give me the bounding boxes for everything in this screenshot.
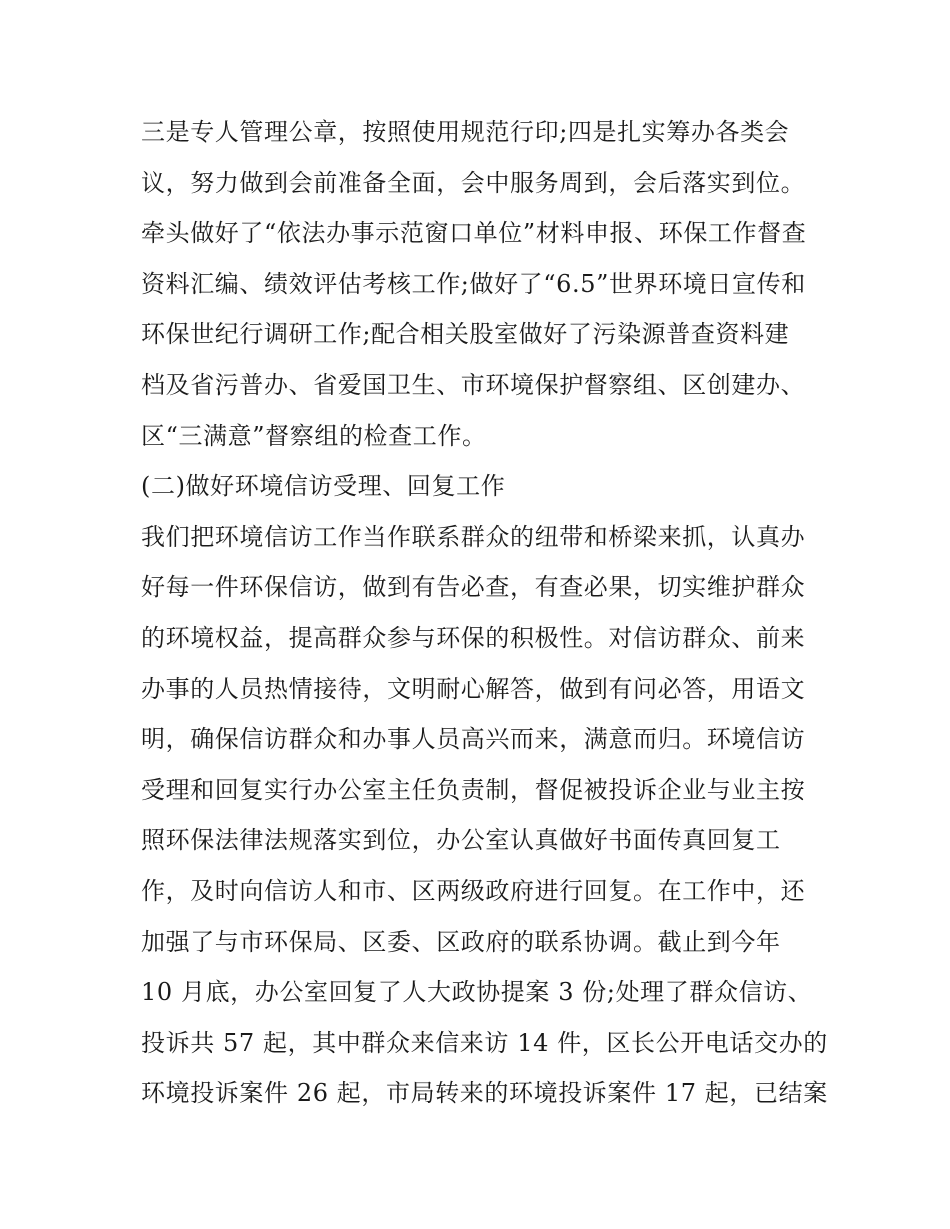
text-line: 资料汇编、绩效评估考核工作;做好了“6.5”世界环境日宣传和 — [141, 269, 806, 298]
text-line: 的环境权益，提高群众参与环保的积极性。对信访群众、前来 — [141, 623, 806, 652]
text-line: 办事的人员热情接待，文明耐心解答，做到有问必答，用语文 — [141, 674, 806, 703]
text-line: 明，确保信访群众和办事人员高兴而来，满意而归。环境信访 — [141, 725, 806, 754]
text-line: 加强了与市环保局、区委、区政府的联系协调。截止到今年 — [141, 927, 781, 956]
text-line: 环保世纪行调研工作;配合相关股室做好了污染源普查资料建 — [141, 320, 790, 349]
text-line: 环境投诉案件 26 起，市局转来的环境投诉案件 17 起，已结案 — [141, 1079, 828, 1108]
body-text — [141, 107, 841, 1119]
text-line: 10 月底，办公室回复了人大政协提案 3 份;处理了群众信访、 — [141, 978, 813, 1007]
text-line: 我们把环境信访工作当作联系群众的纽带和桥梁来抓，认真办 — [141, 522, 806, 551]
text-line: 受理和回复实行办公室主任负责制，督促被投诉企业与业主按 — [141, 775, 806, 804]
text-line: 区“三满意”督察组的检查工作。 — [141, 421, 487, 450]
text-line: 作，及时向信访人和市、区两级政府进行回复。在工作中，还 — [141, 876, 806, 905]
text-line: 议，努力做到会前准备全面，会中服务周到，会后落实到位。 — [141, 168, 806, 197]
text-line: 照环保法律法规落实到位，办公室认真做好书面传真回复工 — [141, 826, 781, 855]
section-heading: (二)做好环境信访受理、回复工作 — [141, 472, 506, 501]
text-line: 三是专人管理公章，按照使用规范行印;四是扎实筹办各类会 — [141, 118, 790, 146]
text-line: 投诉共 57 起，其中群众来信来访 14 件，区长公开电话交办的 — [141, 1028, 828, 1057]
text-line: 好每一件环保信访，做到有告必查，有查必果，切实维护群众 — [141, 573, 806, 602]
text-line: 档及省污普办、省爱国卫生、市环境保护督察组、区创建办、 — [141, 370, 806, 399]
text-line: 牵头做好了“依法办事示范窗口单位”材料申报、环保工作督查 — [141, 219, 807, 248]
